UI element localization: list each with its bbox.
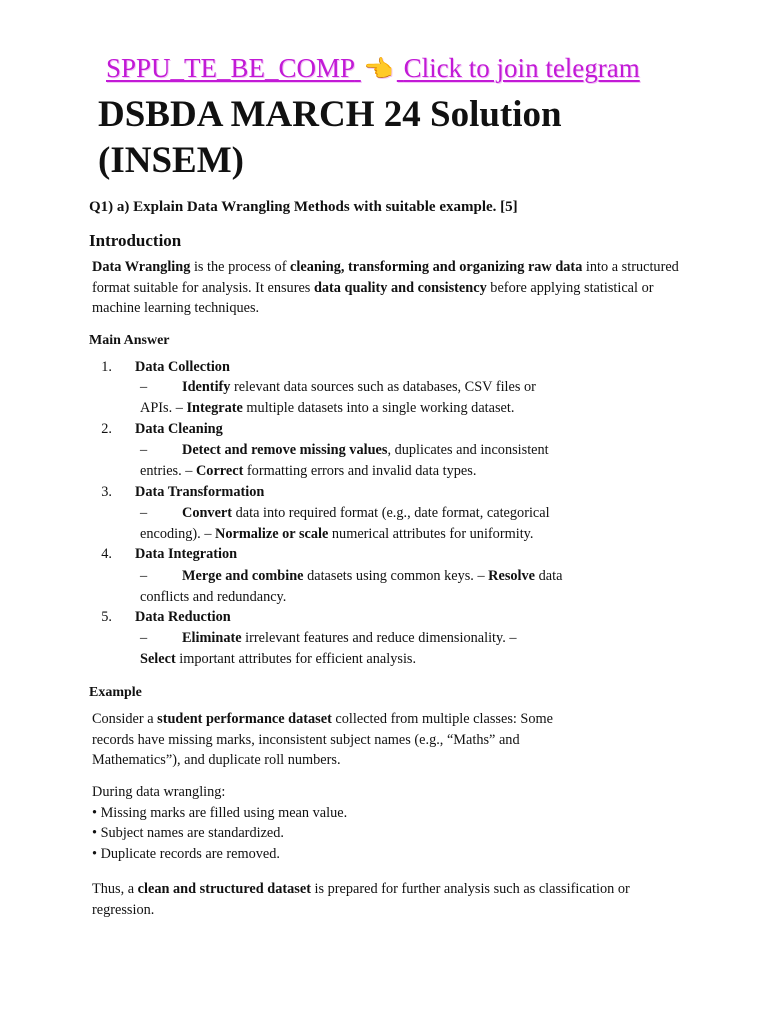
list-item: • Missing marks are filled using mean value. bbox=[92, 804, 348, 821]
question-heading: Q1) a) Explain Data Wrangling Methods with suitable example. [5] bbox=[89, 199, 518, 215]
list-item: • Duplicate records are removed. bbox=[92, 845, 280, 862]
step-description: – Identify relevant data sources such as databases, CSV files or APIs. – Integrate multiple datasets into a single working dataset. bbox=[140, 379, 536, 416]
step-title: Data Integration bbox=[135, 546, 238, 562]
telegram-banner-link[interactable] bbox=[106, 50, 640, 88]
step-title: Data Transformation bbox=[135, 484, 265, 500]
banner-join-text[interactable]: Click to join telegram bbox=[403, 53, 640, 83]
conclusion-paragraph: Thus, a clean and structured dataset is prepared for further analysis such as classification or regression. bbox=[92, 881, 630, 918]
list-item: • Subject names are standardized. bbox=[92, 825, 284, 841]
step-number: 2. bbox=[101, 421, 112, 437]
step-number: 1. bbox=[101, 359, 112, 375]
introduction-paragraph: Data Wrangling is the process of cleaning, transforming and organizing raw data into a structured format suitable for analysis. It ensures data quality and consistency before applying statistical or machine learning techniques. bbox=[92, 259, 679, 316]
main-answer-heading: Main Answer bbox=[89, 333, 170, 348]
wrangling-lead: During data wrangling: bbox=[92, 784, 226, 800]
step-description: – Convert data into required format (e.g., date format, categorical encoding). – Normalize or scale numerical attributes for uniformity. bbox=[140, 505, 550, 542]
banner-channel-text[interactable]: SPPU_TE_BE_COMP bbox=[106, 53, 355, 83]
wrangling-steps bbox=[92, 782, 592, 864]
step-number: 4. bbox=[101, 546, 112, 562]
example-paragraph: Consider a student performance dataset collected from multiple classes: Some records have missing marks, inconsistent subject names (e.g., “Maths” and Mathematics”), and duplicate roll numbers. bbox=[92, 711, 553, 768]
step-title: Data Collection bbox=[135, 359, 230, 375]
title-line-1: DSBDA MARCH 24 Solution bbox=[98, 94, 562, 135]
step-description: – Eliminate irrelevant features and reduce dimensionality. – Select important attributes for efficient analysis. bbox=[140, 630, 517, 667]
step-description: – Detect and remove missing values, duplicates and inconsistent entries. – Correct formatting errors and invalid data types. bbox=[140, 442, 549, 479]
introduction-heading: Introduction bbox=[89, 231, 182, 250]
title-line-2: (INSEM) bbox=[98, 140, 244, 181]
example-heading: Example bbox=[89, 685, 142, 700]
page-title bbox=[98, 92, 562, 184]
step-title: Data Cleaning bbox=[135, 421, 223, 437]
step-number: 3. bbox=[101, 484, 112, 500]
step-number: 5. bbox=[101, 609, 112, 625]
step-title: Data Reduction bbox=[135, 609, 231, 625]
step-description: – Merge and combine datasets using common keys. – Resolve data conflicts and redundancy. bbox=[140, 568, 563, 605]
pointing-hand-icon: 👈 bbox=[363, 57, 394, 83]
